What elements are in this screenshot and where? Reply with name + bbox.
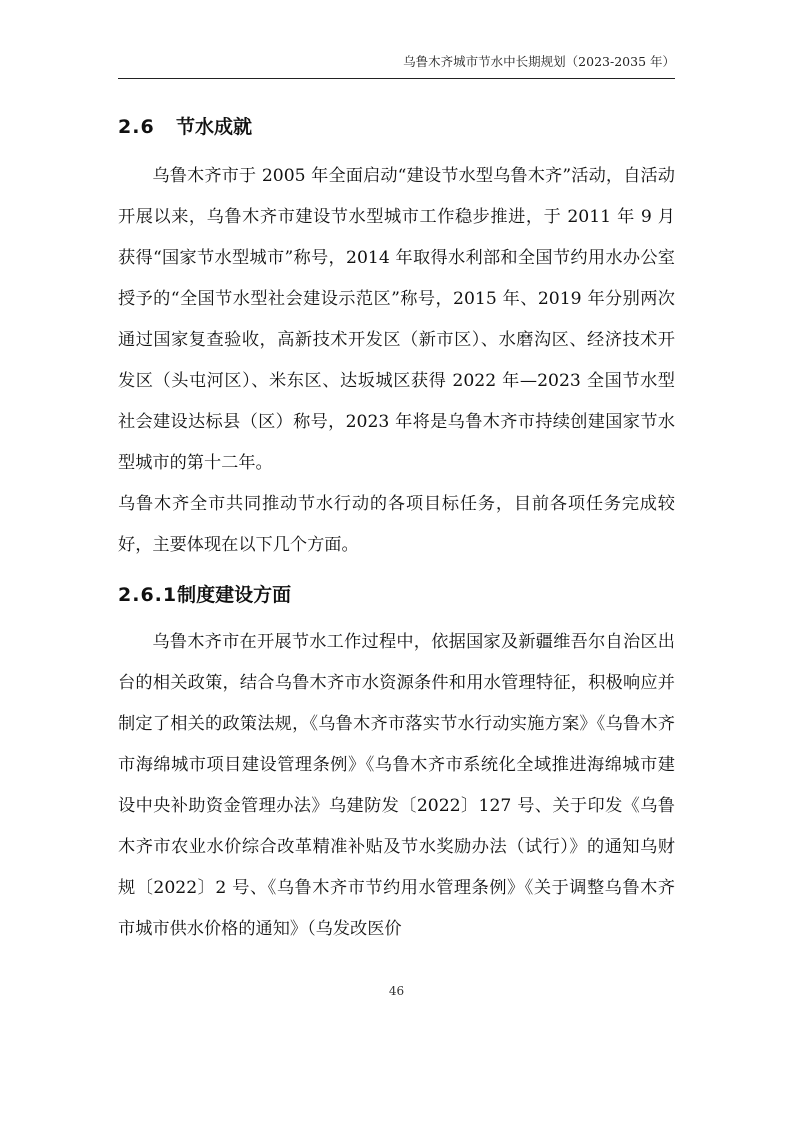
- subsection-title: 制度建设方面: [177, 584, 292, 606]
- section-title: 节水成就: [176, 116, 253, 138]
- subsection-heading: [118, 578, 675, 612]
- section-heading: [118, 110, 675, 144]
- subsection-paragraph: 乌鲁木齐市在开展节水工作过程中，依据国家及新疆维吾尔自治区出台的相关政策，结合乌鲁木齐市水资源条件和用水管理特征，积极响应并制定了相关的政策法规，《乌鲁木齐市落实节水行动实施方案》《乌鲁木齐市海绵城市项目建设管理条例》《乌鲁木齐市系统化全域推进海绵城市建设中央补助资金管理办法》乌建防发〔2022〕127 号、关于印发《乌鲁木齐市农业水价综合改革精准补贴及节水奖励办法（试行）》的通知乌财规〔2022〕2 号、《乌鲁木齐市节约用水管理条例》《关于调整乌鲁木齐市城市供水价格的通知》（乌发改医价: [118, 632, 675, 939]
- subsection-number: 2.6.1: [118, 584, 178, 606]
- section-number: 2.6: [118, 116, 155, 138]
- section-paragraph-2: 乌鲁木齐全市共同推动节水行动的各项目标任务，目前各项任务完成较好，主要体现在以下几个方面。: [118, 494, 675, 555]
- running-header: [118, 52, 675, 79]
- section-paragraph-1: 乌鲁木齐市于 2005 年全面启动“建设节水型乌鲁木齐”活动，自活动开展以来，乌鲁木齐市建设节水型城市工作稳步推进，于 2011 年 9 月获得“国家节水型城市”称号，2014 年取得水利部和全国节约用水办公室授予的“全国节水型社会建设示范区”称号，2015 年、2019 年分别两次通过国家复查验收，高新技术开发区（新市区）、水磨沟区、经济技术开发区（头屯河区）、米东区、达坂城区获得 2022 年—2023 全国节水型社会建设达标县（区）称号，2023 年将是乌鲁木齐市持续创建国家节水型城市的第十二年。: [118, 166, 675, 473]
- running-header-title: 乌鲁木齐城市节水中长期规划（2023-2035 年）: [403, 54, 675, 69]
- page-number: 46: [388, 984, 405, 998]
- document-body: [118, 110, 675, 950]
